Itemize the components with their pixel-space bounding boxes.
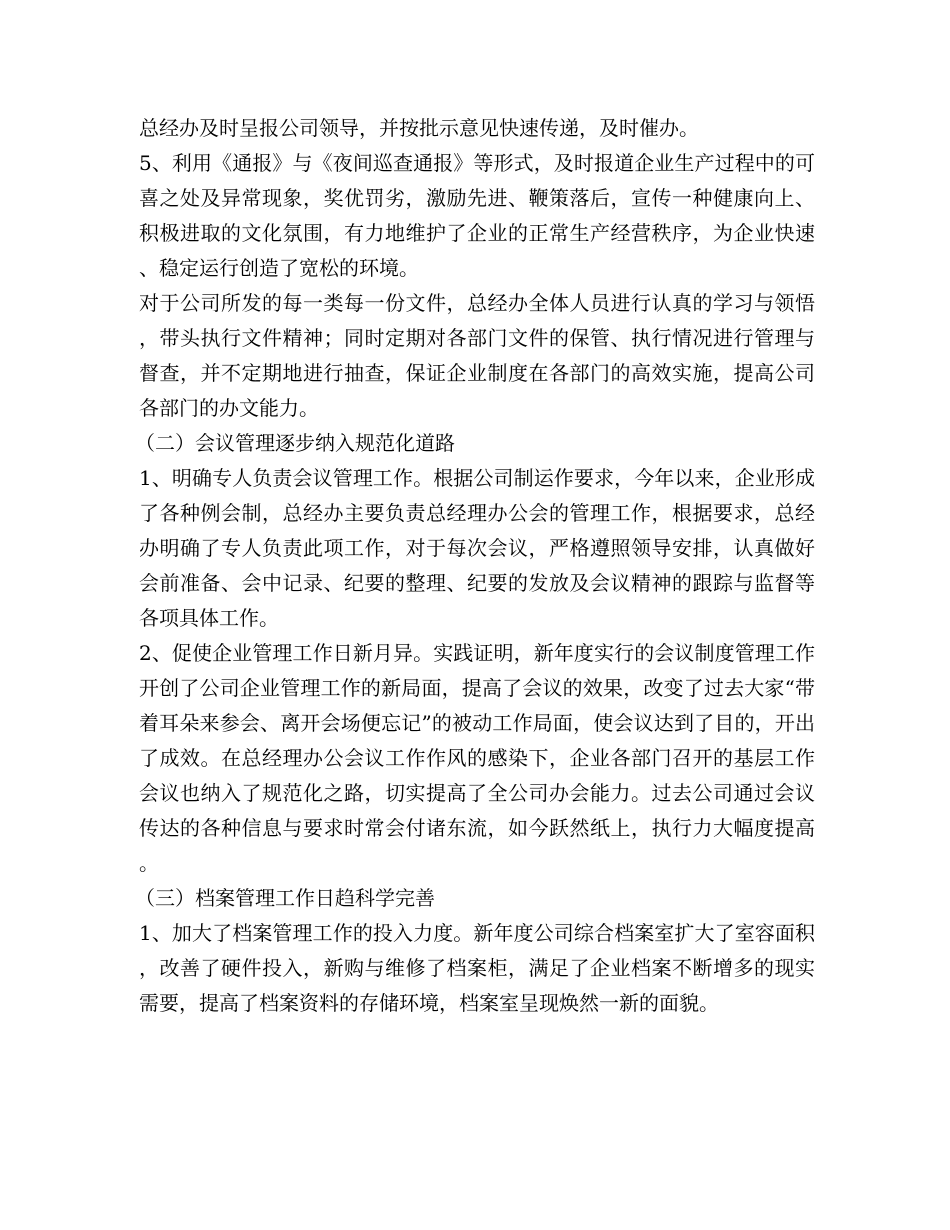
paragraph-meeting-effect: 2、促使企业管理工作日新月异。实践证明，新年度实行的会议制度管理工作开创了公司企业管理工作的新局面，提高了会议的效果，改变了过去大家“带着耳朵来参会、离开会场便忘记”的被动工作局面，使会议达到了目的，开出了成效。在总经理办公会议工作作风的感染下，企业各部门召开的基层工作会议也纳入了规范化之路，切实提高了全公司办会能力。过去公司通过会议传达的各种信息与要求时常会付诸东流，如今跃然纸上，执行力大幅度提高。	[139, 641, 815, 875]
document-body	[135, 111, 815, 1021]
paragraph-bulletin-reporting: 5、利用《通报》与《夜间巡查通报》等形式，及时报道企业生产过程中的可喜之处及异常现象，奖优罚劣，激励先进、鞭策落后，宣传一种健康向上、积极进取的文化氛围，有力地维护了企业的正常生产经营秩序，为企业快速、稳定运行创造了宽松的环境。	[139, 151, 815, 280]
paragraph-urgent-handling: 总经办及时呈报公司领导，并按批示意见快速传递，及时催办。	[139, 116, 699, 140]
paragraph-meeting-staff: 1、明确专人负责会议管理工作。根据公司制运作要求，今年以来，企业形成了各种例会制，总经办主要负责总经理办公会的管理工作，根据要求，总经办明确了专人负责此项工作，对于每次会议，严格遵照领导安排，认真做好会前准备、会中记录、纪要的整理、纪要的发放及会议精神的跟踪与监督等各项具体工作。	[139, 466, 815, 630]
section-heading-archive-management: （三）档案管理工作日趋科学完善	[135, 886, 435, 910]
paragraph-archive-investment: 1、加大了档案管理工作的投入力度。新年度公司综合档案室扩大了室容面积，改善了硬件投入，新购与维修了档案柜，满足了企业档案不断增多的现实需要，提高了档案资料的存储环境，档案室呈现焕然一新的面貌。	[139, 921, 815, 1015]
section-heading-meeting-management: （二）会议管理逐步纳入规范化道路	[135, 431, 455, 455]
paragraph-document-execution: 对于公司所发的每一类每一份文件，总经办全体人员进行认真的学习与领悟，带头执行文件精神；同时定期对各部门文件的保管、执行情况进行管理与督查，并不定期地进行抽查，保证企业制度在各部门的高效实施，提高公司各部门的办文能力。	[139, 291, 815, 420]
